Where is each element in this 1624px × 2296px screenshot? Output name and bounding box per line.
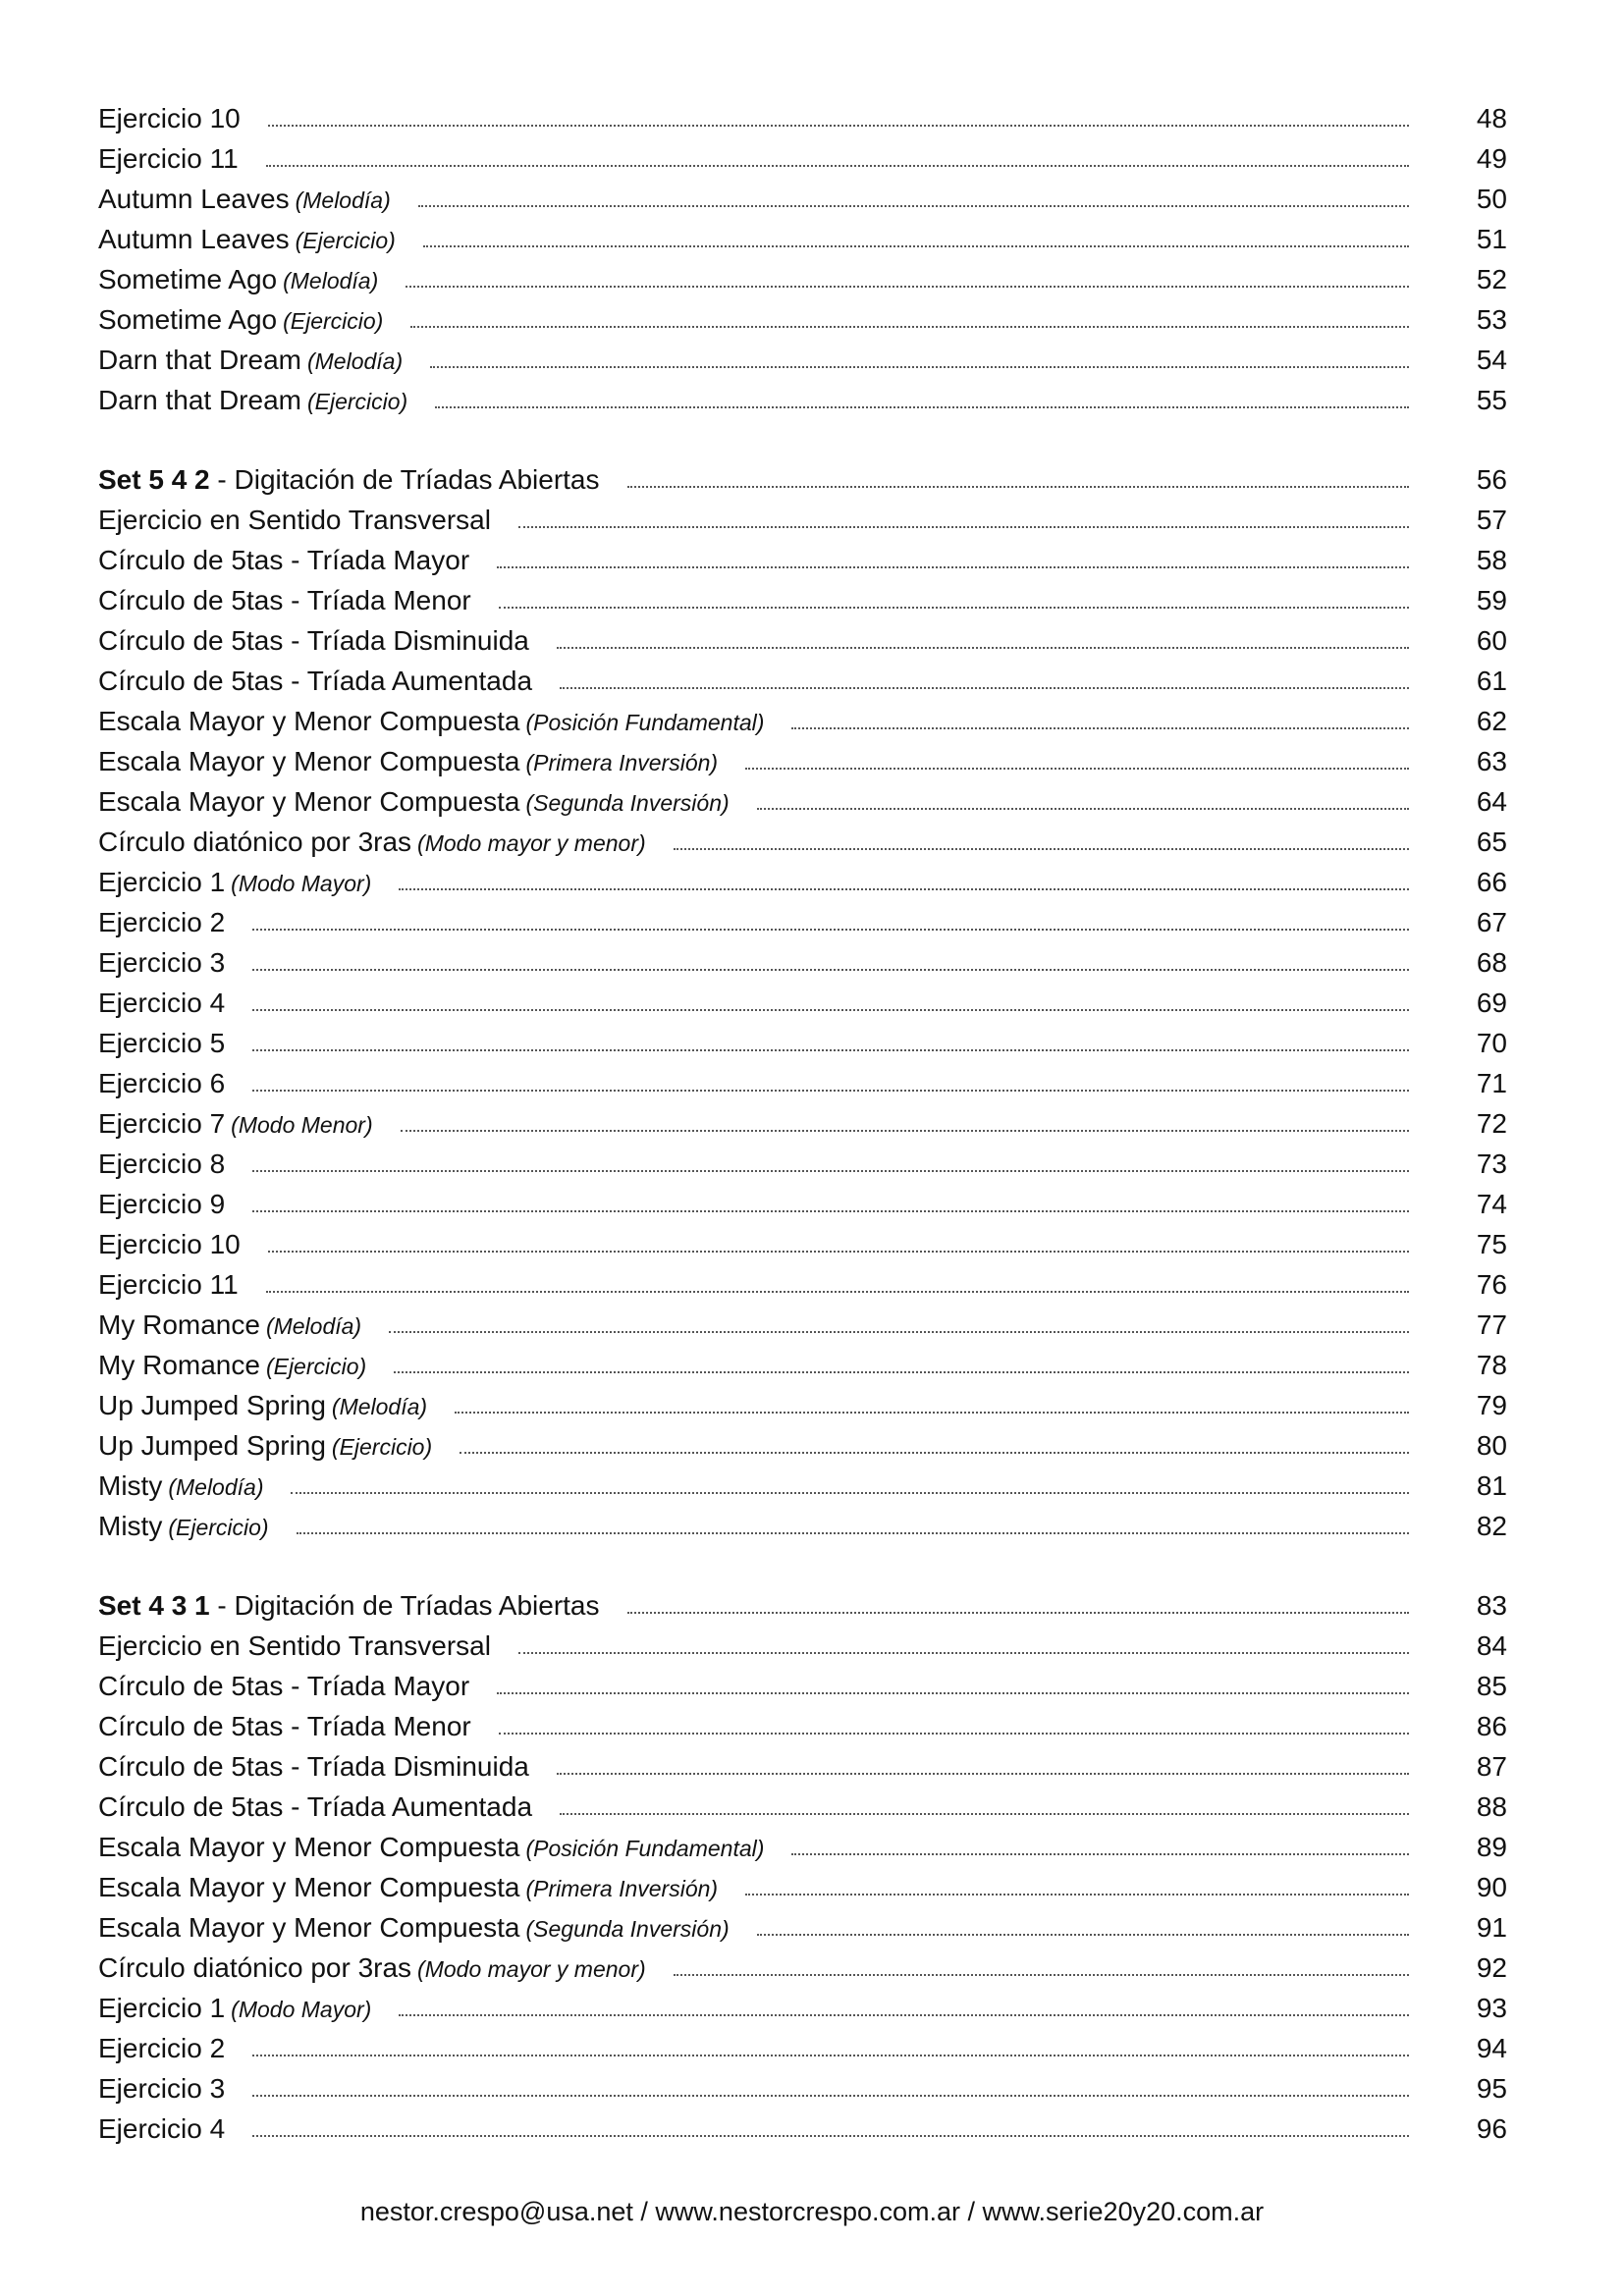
toc-entry: [98, 1466, 1512, 1506]
toc-page-number: 96: [1476, 2113, 1507, 2144]
toc-page-number: 76: [1476, 1269, 1507, 1300]
toc-section: [98, 1585, 1512, 2149]
toc-entry-subtitle: (Primera Inversión): [525, 750, 719, 775]
toc-entry: [98, 299, 1512, 340]
toc-entry-main: My Romance: [98, 1309, 260, 1340]
toc-entry: [98, 540, 1512, 580]
toc-entry-title: [98, 1224, 241, 1264]
toc-entry-title: [98, 138, 239, 179]
toc-entry-main: Escala Mayor y Menor Compuesta: [98, 1912, 520, 1943]
toc-entry-main: Ejercicio 10: [98, 103, 241, 133]
dot-leader: [423, 245, 1409, 247]
toc-entry: [98, 781, 1512, 822]
toc-entry-title: [98, 1746, 529, 1787]
dot-leader: [560, 687, 1409, 689]
toc-entry-title: [98, 1506, 269, 1548]
toc-entry-main: Escala Mayor y Menor Compuesta: [98, 1832, 520, 1862]
toc-entry-main: Escala Mayor y Menor Compuesta: [98, 706, 520, 736]
toc-page-number: 51: [1476, 224, 1507, 254]
toc-entry-main: Ejercicio 9: [98, 1189, 226, 1219]
toc-entry-title: [98, 580, 471, 620]
toc-entry-main: Círculo de 5tas - Tríada Aumentada: [98, 666, 533, 696]
toc-entry-main: Círculo de 5tas - Tríada Mayor: [98, 1671, 470, 1701]
toc-page-number: 90: [1476, 1872, 1507, 1902]
toc-entry-title: [98, 500, 491, 540]
toc-page-number: 63: [1476, 746, 1507, 776]
toc-entry-title: [98, 2028, 225, 2068]
toc-page-number: 93: [1476, 1993, 1507, 2023]
toc-page-number: 85: [1476, 1671, 1507, 1701]
toc-entry-main: Círculo de 5tas - Tríada Menor: [98, 1711, 471, 1741]
toc-page-number: 62: [1476, 706, 1507, 736]
toc-entry-main: Ejercicio 2: [98, 2033, 226, 2063]
toc-entry-main: Up Jumped Spring: [98, 1390, 326, 1420]
toc-entry-subtitle: (Modo Menor): [231, 1112, 373, 1138]
toc-page-number: 88: [1476, 1791, 1507, 1822]
toc-page-number: 82: [1476, 1511, 1507, 1541]
toc-entry: [98, 1585, 1512, 1626]
dot-leader: [252, 969, 1409, 971]
toc-entry-title: [98, 1144, 225, 1184]
toc-entry-subtitle: (Melodía): [265, 1313, 362, 1339]
toc-entry-title: [98, 1023, 225, 1063]
toc-page-number: 59: [1476, 585, 1507, 615]
toc-section: [98, 459, 1512, 1546]
dot-leader: [518, 526, 1409, 528]
dot-leader: [791, 727, 1409, 729]
toc-entry-title: [98, 219, 396, 261]
toc-entry: [98, 459, 1512, 500]
dot-leader: [389, 1331, 1409, 1333]
toc-page-number: 60: [1476, 625, 1507, 656]
toc-page-number: 87: [1476, 1751, 1507, 1782]
toc-entry: [98, 2109, 1512, 2149]
toc-entry: [98, 1425, 1512, 1466]
toc-entry: [98, 219, 1512, 259]
toc-page-number: 84: [1476, 1630, 1507, 1661]
toc-entry: [98, 179, 1512, 219]
toc-entry-title: [98, 1827, 764, 1869]
toc-entry: [98, 741, 1512, 781]
toc-entry: [98, 1827, 1512, 1867]
toc-entry: [98, 1706, 1512, 1746]
toc-entry-title: [98, 459, 600, 500]
toc-page-number: 86: [1476, 1711, 1507, 1741]
toc-entry-main: - Digitación de Tríadas Abiertas: [209, 464, 600, 495]
toc-page-number: 56: [1476, 464, 1507, 495]
toc-entry-title: [98, 1706, 471, 1746]
toc-entry-subtitle: (Modo Mayor): [231, 871, 372, 896]
toc-entry-title: [98, 1184, 225, 1224]
toc-entry-subtitle: (Ejercicio): [331, 1434, 433, 1460]
toc-entry-main: Ejercicio 1: [98, 1993, 226, 2023]
toc-entry: [98, 1103, 1512, 1144]
dot-leader: [674, 848, 1409, 850]
toc-entry-title: [98, 781, 730, 824]
toc-entry-main: Ejercicio 3: [98, 947, 226, 978]
dot-leader: [252, 2135, 1409, 2137]
toc-page-number: 77: [1476, 1309, 1507, 1340]
toc-page-number: 65: [1476, 827, 1507, 857]
toc-entry-main: Ejercicio en Sentido Transversal: [98, 505, 491, 535]
toc-page-number: 52: [1476, 264, 1507, 294]
toc-entry-main: Ejercicio 6: [98, 1068, 226, 1098]
toc-entry: [98, 1264, 1512, 1305]
toc-entry-main: Escala Mayor y Menor Compuesta: [98, 786, 520, 817]
toc-entry-main: Ejercicio 5: [98, 1028, 226, 1058]
toc-entry-title: [98, 1585, 600, 1626]
toc-entry: [98, 983, 1512, 1023]
toc-entry-title: [98, 1385, 427, 1427]
dot-leader: [627, 486, 1409, 488]
dot-leader: [268, 1251, 1409, 1253]
toc-entry: [98, 1867, 1512, 1907]
toc-entry-subtitle: (Melodía): [331, 1394, 428, 1419]
toc-entry: [98, 1506, 1512, 1546]
toc-entry: [98, 1305, 1512, 1345]
toc-page-number: 49: [1476, 143, 1507, 174]
toc-entry: [98, 1063, 1512, 1103]
dot-leader: [252, 929, 1409, 931]
toc-entry-title: [98, 179, 391, 221]
dot-leader: [252, 1170, 1409, 1172]
toc-entry-title: [98, 299, 383, 342]
toc-entry-title: [98, 1867, 718, 1909]
toc-page-number: 58: [1476, 545, 1507, 575]
toc-entry: [98, 1224, 1512, 1264]
toc-page-number: 71: [1476, 1068, 1507, 1098]
dot-leader: [757, 808, 1409, 810]
toc-entry-main: Sometime Ago: [98, 264, 278, 294]
toc-entry-title: [98, 1787, 532, 1827]
dot-leader: [430, 366, 1409, 368]
dot-leader: [418, 205, 1409, 207]
dot-leader: [497, 566, 1409, 568]
dot-leader: [401, 1130, 1409, 1132]
toc-page-number: 81: [1476, 1470, 1507, 1501]
dot-leader: [757, 1934, 1409, 1936]
dot-leader: [252, 2095, 1409, 2097]
toc-entry-main: Ejercicio 4: [98, 988, 226, 1018]
toc-set-label: Set 4 3 1: [98, 1590, 210, 1621]
toc-entry-title: [98, 620, 529, 661]
toc-page-number: 80: [1476, 1430, 1507, 1461]
toc-entry-title: [98, 380, 407, 422]
toc-entry: [98, 1184, 1512, 1224]
toc-section: [98, 98, 1512, 420]
toc-entry-main: Escala Mayor y Menor Compuesta: [98, 746, 520, 776]
toc-page-number: 74: [1476, 1189, 1507, 1219]
toc-entry-main: Ejercicio 10: [98, 1229, 241, 1259]
toc-entry-main: Autumn Leaves: [98, 224, 290, 254]
toc-page-number: 89: [1476, 1832, 1507, 1862]
toc-entry-subtitle: (Modo mayor y menor): [417, 830, 646, 856]
toc-entry-title: [98, 259, 378, 301]
dot-leader: [557, 647, 1409, 649]
toc-entry-main: Sometime Ago: [98, 304, 278, 335]
dot-leader: [518, 1652, 1409, 1654]
toc-entry-main: Círculo de 5tas - Tríada Disminuida: [98, 625, 529, 656]
table-of-contents: [98, 98, 1512, 2149]
dot-leader: [410, 326, 1409, 328]
dot-leader: [252, 2055, 1409, 2056]
toc-page-number: 69: [1476, 988, 1507, 1018]
toc-entry-title: [98, 1948, 646, 1990]
dot-leader: [406, 286, 1409, 288]
toc-entry-title: [98, 1103, 373, 1146]
toc-entry: [98, 862, 1512, 902]
toc-entry-title: [98, 98, 241, 138]
dot-leader: [499, 1733, 1409, 1735]
toc-entry-title: [98, 661, 532, 701]
toc-page-number: 67: [1476, 907, 1507, 937]
toc-entry-subtitle: (Segunda Inversión): [525, 1916, 730, 1942]
toc-entry-title: [98, 862, 371, 904]
toc-page-number: 94: [1476, 2033, 1507, 2063]
toc-entry-main: Ejercicio 4: [98, 2113, 226, 2144]
toc-entry: [98, 1787, 1512, 1827]
dot-leader: [252, 1009, 1409, 1011]
toc-entry-title: [98, 1425, 432, 1468]
dot-leader: [435, 406, 1409, 408]
dot-leader: [745, 768, 1409, 770]
toc-entry-subtitle: (Melodía): [283, 268, 379, 294]
dot-leader: [252, 1090, 1409, 1092]
toc-entry-title: [98, 1466, 263, 1508]
toc-entry-main: Ejercicio 11: [98, 143, 239, 174]
toc-entry-title: [98, 1666, 469, 1706]
dot-leader: [560, 1813, 1409, 1815]
toc-entry-subtitle: (Posición Fundamental): [525, 710, 765, 735]
toc-entry-main: Misty: [98, 1470, 163, 1501]
toc-entry: [98, 1345, 1512, 1385]
toc-page-number: 50: [1476, 184, 1507, 214]
toc-entry-main: Círculo de 5tas - Tríada Aumentada: [98, 1791, 533, 1822]
toc-entry: [98, 942, 1512, 983]
toc-entry-title: [98, 1626, 491, 1666]
dot-leader: [399, 888, 1409, 890]
dot-leader: [399, 2014, 1409, 2016]
dot-leader: [291, 1492, 1409, 1494]
toc-entry: [98, 1907, 1512, 1948]
toc-entry-subtitle: (Segunda Inversión): [525, 790, 730, 816]
toc-page-number: 73: [1476, 1148, 1507, 1179]
toc-entry: [98, 340, 1512, 380]
toc-entry: [98, 822, 1512, 862]
toc-page-number: 91: [1476, 1912, 1507, 1943]
toc-page-number: 79: [1476, 1390, 1507, 1420]
toc-entry: [98, 259, 1512, 299]
toc-entry-main: Ejercicio en Sentido Transversal: [98, 1630, 491, 1661]
toc-entry: [98, 1385, 1512, 1425]
toc-entry-main: Ejercicio 3: [98, 2073, 226, 2104]
toc-page-number: 78: [1476, 1350, 1507, 1380]
toc-entry-main: Escala Mayor y Menor Compuesta: [98, 1872, 520, 1902]
dot-leader: [266, 1291, 1409, 1293]
toc-entry-main: - Digitación de Tríadas Abiertas: [209, 1590, 600, 1621]
toc-page-number: 72: [1476, 1108, 1507, 1139]
toc-entry-title: [98, 1988, 371, 2030]
footer-contact: nestor.crespo@usa.net / www.nestorcrespo.com.ar / www.serie20y20.com.ar: [359, 2197, 1265, 2226]
toc-entry-title: [98, 942, 225, 983]
toc-entry-title: [98, 1264, 239, 1305]
toc-entry-main: Ejercicio 11: [98, 1269, 239, 1300]
toc-entry-subtitle: (Posición Fundamental): [525, 1836, 765, 1861]
toc-entry: [98, 500, 1512, 540]
toc-entry-main: Darn that Dream: [98, 385, 301, 415]
toc-entry: [98, 620, 1512, 661]
dot-leader: [297, 1532, 1409, 1534]
dot-leader: [745, 1894, 1409, 1896]
toc-entry: [98, 2028, 1512, 2068]
toc-page-number: 75: [1476, 1229, 1507, 1259]
toc-page-number: 55: [1476, 385, 1507, 415]
toc-entry-main: Círculo diatónico por 3ras: [98, 1952, 412, 1983]
toc-entry: [98, 1666, 1512, 1706]
toc-page-number: 66: [1476, 867, 1507, 897]
toc-entry-subtitle: (Ejercicio): [265, 1354, 367, 1379]
toc-page-number: 95: [1476, 2073, 1507, 2104]
toc-page-number: 70: [1476, 1028, 1507, 1058]
toc-entry-subtitle: (Ejercicio): [295, 228, 396, 253]
toc-entry: [98, 2068, 1512, 2109]
toc-entry: [98, 1144, 1512, 1184]
toc-entry-main: Ejercicio 7: [98, 1108, 226, 1139]
toc-entry-title: [98, 701, 764, 743]
toc-entry-title: [98, 340, 403, 382]
toc-page-number: 83: [1476, 1590, 1507, 1621]
toc-entry-main: Darn that Dream: [98, 345, 301, 375]
toc-entry-main: Círculo de 5tas - Tríada Mayor: [98, 545, 470, 575]
toc-entry-title: [98, 1063, 225, 1103]
toc-entry: [98, 138, 1512, 179]
dot-leader: [394, 1371, 1409, 1373]
toc-entry: [98, 1746, 1512, 1787]
toc-entry-title: [98, 741, 718, 783]
toc-entry-title: [98, 983, 225, 1023]
toc-entry-subtitle: (Modo Mayor): [231, 1997, 372, 2022]
toc-entry: [98, 1988, 1512, 2028]
toc-entry-main: Misty: [98, 1511, 163, 1541]
toc-entry-main: Círculo diatónico por 3ras: [98, 827, 412, 857]
toc-entry-title: [98, 1305, 361, 1347]
toc-page-number: 92: [1476, 1952, 1507, 1983]
dot-leader: [266, 165, 1409, 167]
toc-entry-subtitle: (Melodía): [306, 348, 404, 374]
toc-entry: [98, 661, 1512, 701]
toc-entry: [98, 1948, 1512, 1988]
dot-leader: [627, 1612, 1409, 1614]
toc-entry-title: [98, 822, 646, 864]
dot-leader: [460, 1452, 1409, 1454]
toc-entry-title: [98, 2109, 225, 2149]
toc-entry-main: Ejercicio 1: [98, 867, 226, 897]
toc-entry-subtitle: (Ejercicio): [283, 308, 384, 334]
toc-entry-subtitle: (Melodía): [295, 187, 391, 213]
dot-leader: [268, 125, 1409, 127]
toc-entry-title: [98, 540, 469, 580]
toc-entry-subtitle: (Ejercicio): [306, 389, 408, 414]
toc-entry-title: [98, 1345, 366, 1387]
toc-entry-subtitle: (Melodía): [168, 1474, 264, 1500]
dot-leader: [497, 1692, 1409, 1694]
toc-entry-main: Círculo de 5tas - Tríada Menor: [98, 585, 471, 615]
dot-leader: [455, 1412, 1409, 1414]
toc-page-number: 57: [1476, 505, 1507, 535]
toc-entry-main: My Romance: [98, 1350, 260, 1380]
toc-entry: [98, 380, 1512, 420]
toc-entry: [98, 98, 1512, 138]
toc-entry: [98, 580, 1512, 620]
toc-page-number: 68: [1476, 947, 1507, 978]
toc-entry-main: Ejercicio 8: [98, 1148, 226, 1179]
toc-entry-subtitle: (Modo mayor y menor): [417, 1956, 646, 1982]
toc-page-number: 48: [1476, 103, 1507, 133]
toc-entry-title: [98, 1907, 730, 1949]
toc-page-number: 54: [1476, 345, 1507, 375]
toc-entry-main: Círculo de 5tas - Tríada Disminuida: [98, 1751, 529, 1782]
toc-entry-main: Ejercicio 2: [98, 907, 226, 937]
toc-entry-main: Up Jumped Spring: [98, 1430, 326, 1461]
toc-entry-title: [98, 2068, 225, 2109]
toc-entry-main: Autumn Leaves: [98, 184, 290, 214]
dot-leader: [557, 1773, 1409, 1775]
dot-leader: [791, 1853, 1409, 1855]
toc-entry-subtitle: (Primera Inversión): [525, 1876, 719, 1901]
dot-leader: [674, 1974, 1409, 1976]
toc-entry-title: [98, 902, 225, 942]
toc-page-number: 61: [1476, 666, 1507, 696]
toc-entry: [98, 1626, 1512, 1666]
dot-leader: [499, 607, 1409, 609]
toc-entry: [98, 902, 1512, 942]
toc-page-number: 64: [1476, 786, 1507, 817]
dot-leader: [252, 1049, 1409, 1051]
toc-entry: [98, 701, 1512, 741]
toc-set-label: Set 5 4 2: [98, 464, 210, 495]
dot-leader: [252, 1210, 1409, 1212]
toc-entry-subtitle: (Ejercicio): [168, 1515, 269, 1540]
toc-page-number: 53: [1476, 304, 1507, 335]
toc-entry: [98, 1023, 1512, 1063]
